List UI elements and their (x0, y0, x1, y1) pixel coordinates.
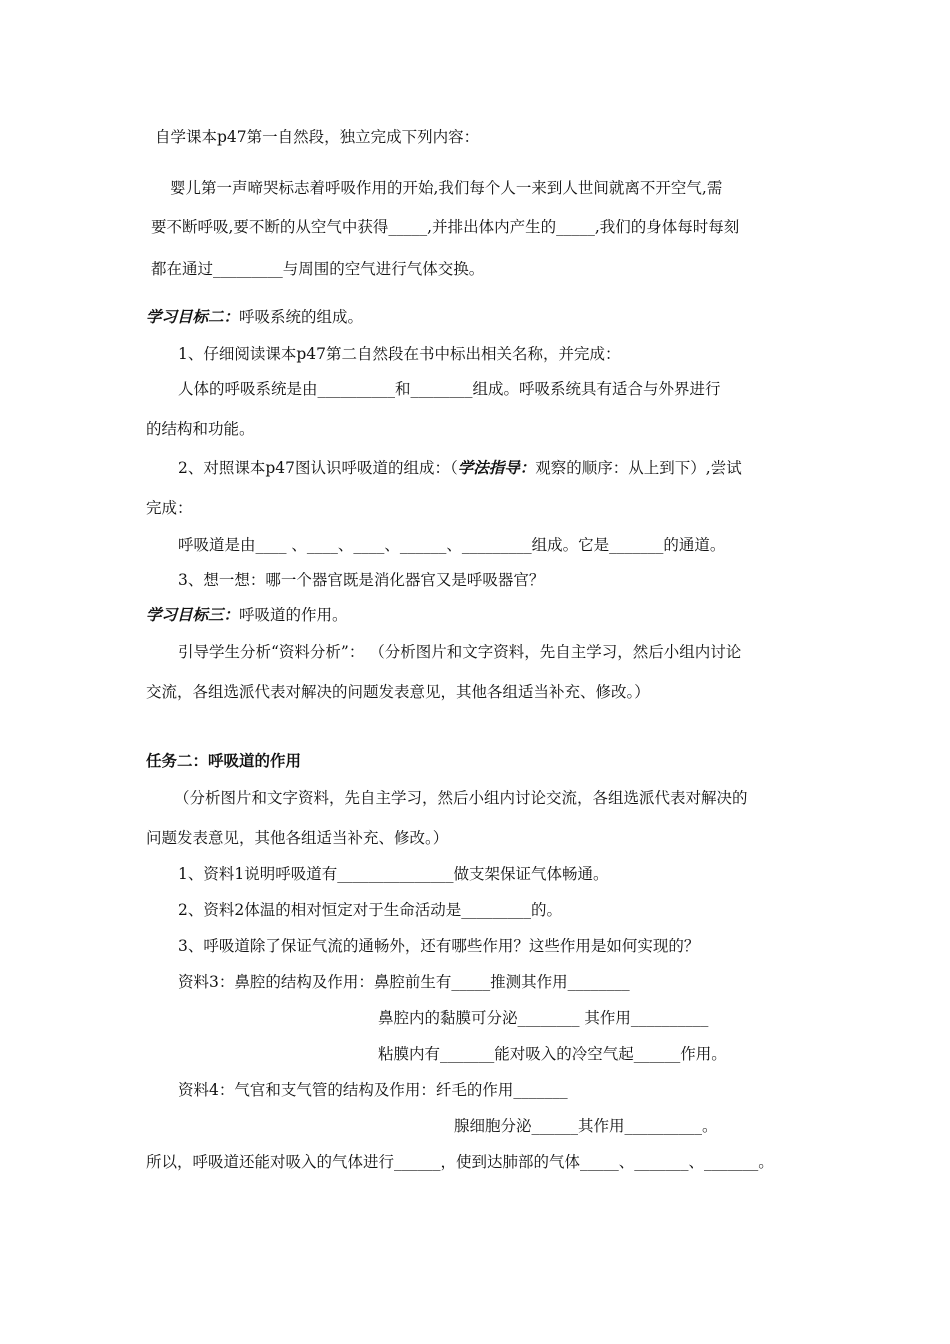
material-3-line-3: 粘膜内有_______能对吸入的冷空气起______作用。 (378, 1045, 727, 1063)
goal-two-item-1: 1、仔细阅读课本p47第二自然段在书中标出相关名称，并完成： (178, 345, 621, 363)
goal-three-line-1: 引导学生分析“资料分析”： （分析图片和文字资料，先自主学习，然后小组内讨论 (178, 643, 742, 661)
goal-two-item-1-line-2: 的结构和功能。 (146, 420, 255, 438)
paragraph-line-1: 婴儿第一声啼哭标志着呼吸作用的开始,我们每个人一来到人世间就离不开空气,需 (170, 179, 723, 197)
goal-two-item-3: 3、想一想：哪一个器官既是消化器官又是呼吸器官？ (178, 571, 545, 589)
material-4-line-2: 腺细胞分泌______其作用__________。 (454, 1117, 718, 1135)
goal-two-item-2-line-2: 完成： (146, 499, 193, 517)
goal-two-label: 学习目标二： (146, 307, 240, 326)
goal-two-item-2-text-b: 观察的顺序：从上到下）,尝试 (535, 459, 742, 477)
task-two-question-2: 2、资料2体温的相对恒定对于生命活动是_________的。 (178, 901, 562, 919)
goal-two-item-1-line-1: 人体的呼吸系统是由__________和________组成。呼吸系统具有适合与外界进行 (178, 380, 721, 398)
goal-three-line-2: 交流，各组选派代表对解决的问题发表意见，其他各组适当补充、修改。） (146, 683, 650, 701)
goal-two-heading (146, 307, 363, 327)
task-two-line-1: （分析图片和文字资料，先自主学习，然后小组内讨论交流，各组选派代表对解决的 (174, 789, 748, 807)
material-4-line-1: 资料4：气官和支气管的结构及作用：纤毛的作用_______ (178, 1081, 568, 1099)
material-3-line-2: 鼻腔内的黏膜可分泌________ 其作用__________ (378, 1009, 709, 1027)
task-two-question-1: 1、资料1说明呼吸道有_______________做支架保证气体畅通。 (178, 865, 609, 883)
conclusion-line: 所以，呼吸道还能对吸入的气体进行______，使到达肺部的气体_____、_______、_______。 (146, 1153, 774, 1171)
task-two-heading: 任务二：呼吸道的作用 (146, 751, 302, 770)
material-3-line-1: 资料3：鼻腔的结构及作用：鼻腔前生有_____推测其作用________ (178, 973, 630, 991)
goal-three-heading (146, 605, 348, 625)
goal-two-item-2 (178, 458, 742, 478)
goal-two-item-2-text: 2、对照课本p47图认识呼吸道的组成：（ (178, 459, 458, 477)
method-guide-label: 学法指导： (457, 458, 536, 477)
task-two-line-2: 问题发表意见，其他各组适当补充、修改。） (146, 829, 449, 847)
goal-three-title: 呼吸道的作用。 (239, 606, 348, 624)
goal-two-title: 呼吸系统的组成。 (239, 308, 364, 326)
paragraph-line-2: 要不断呼吸,要不断的从空气中获得_____,并排出体内产生的_____,我们的身体每时每刻 (151, 218, 740, 236)
paragraph-line-3: 都在通过_________与周围的空气进行气体交换。 (151, 260, 485, 278)
task-two-question-3: 3、呼吸道除了保证气流的通畅外，还有哪些作用？这些作用是如何实现的？ (178, 937, 700, 955)
goal-three-label: 学习目标三： (146, 605, 240, 624)
goal-two-item-2-line-3: 呼吸道是由____ 、____、____、______、_________组成。它是_______的通道。 (178, 536, 726, 554)
self-study-intro: 自学课本p47第一自然段，独立完成下列内容： (155, 128, 480, 146)
